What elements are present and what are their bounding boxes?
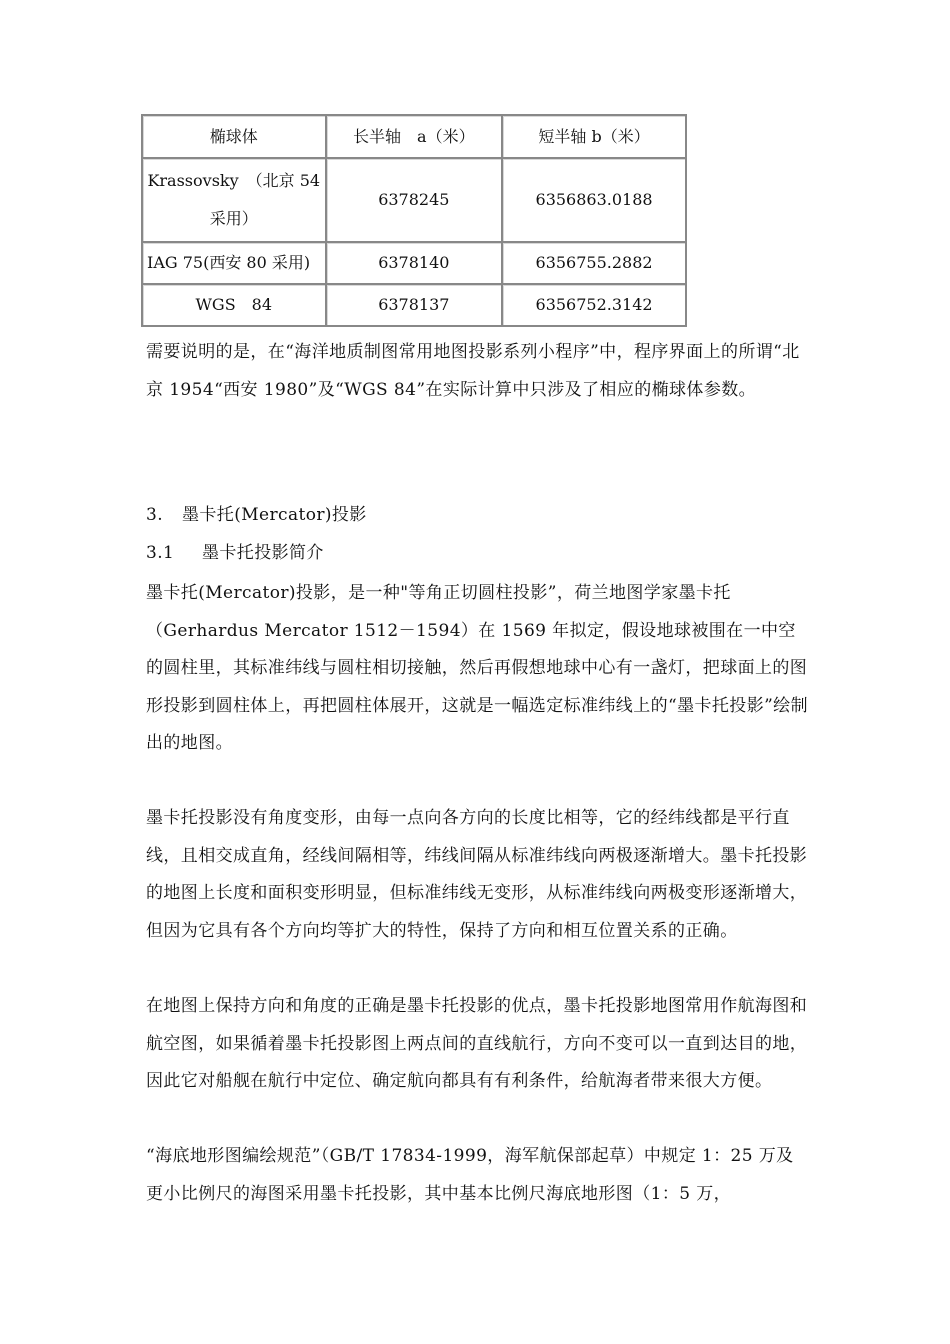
- table-cell-semi-minor: 6356755.2882: [502, 242, 686, 284]
- body-paragraph: 在地图上保持方向和角度的正确是墨卡托投影的优点，墨卡托投影地图常用作航海图和航空图，如果循着墨卡托投影图上两点间的直线航行，方向不变可以一直到达目的地，因此它对船舰在航行中定位、确定航向都具有有利条件，给航海者带来很大方便。: [146, 996, 808, 1092]
- table-cell-ellipsoid: IAG 75(西安 80 采用): [142, 242, 326, 284]
- table-cell-semi-major: 6378140: [326, 242, 503, 284]
- section-number: 3.: [146, 505, 164, 525]
- ellipsoid-note-paragraph: 需要说明的是，在“海洋地质制图常用地图投影系列小程序”中，程序界面上的所谓“北京 1954“西安 1980”及“WGS 84”在实际计算中只涉及了相应的椭球体参数。: [146, 342, 800, 400]
- body-paragraph: “海底地形图编绘规范”（GB/T 17834-1999，海军航保部起草）中规定 1：25 万及更小比例尺的海图采用墨卡托投影，其中基本比例尺海底地形图（1：5 万，: [146, 1146, 794, 1204]
- ellipsoid-parameter-table: [141, 114, 687, 327]
- subsection-title: 墨卡托投影简介: [202, 543, 324, 563]
- table-header-cell: 短半轴 b（米）: [502, 115, 686, 158]
- table-cell-semi-minor: 6356863.0188: [502, 158, 686, 242]
- table-row: [142, 158, 686, 242]
- table-cell-semi-major: 6378137: [326, 284, 503, 326]
- table-row: [142, 284, 686, 326]
- table-header-row: [142, 115, 686, 158]
- subsection-number: 3.1: [146, 543, 175, 563]
- table-row: [142, 242, 686, 284]
- table-header-cell: 椭球体: [142, 115, 326, 158]
- body-paragraph: 墨卡托投影没有角度变形，由每一点向各方向的长度比相等，它的经纬线都是平行直线，且相交成直角，经线间隔相等，纬线间隔从标准纬线向两极逐渐增大。墨卡托投影的地图上长度和面积变形明显，但标准纬线无变形，从标准纬线向两极变形逐渐增大，但因为它具有各个方向均等扩大的特性，保持了方向和相互位置关系的正确。: [146, 808, 808, 941]
- section-heading-3: [146, 497, 810, 535]
- table-cell-semi-major: 6378245: [326, 158, 503, 242]
- subsection-heading-3-1: [146, 535, 810, 573]
- table-header-cell: 长半轴 a（米）: [326, 115, 503, 158]
- table-cell-ellipsoid: Krassovsky （北京 54 采用）: [142, 158, 326, 242]
- section-title: 墨卡托(Mercator)投影: [182, 505, 367, 525]
- table-cell-semi-minor: 6356752.3142: [502, 284, 686, 326]
- body-paragraph: 墨卡托(Mercator)投影，是一种"等角正切圆柱投影”，荷兰地图学家墨卡托（Gerhardus Mercator 1512－1594）在 1569 年拟定，假设地球被围在一中空的圆柱里，其标准纬线与圆柱相切接触，然后再假想地球中心有一盏灯，把球面上的图形投影到圆柱体上，再把圆柱体展开，这就是一幅选定标准纬线上的“墨卡托投影”绘制出的地图。: [146, 583, 808, 754]
- table-cell-ellipsoid: WGS 84: [142, 284, 326, 326]
